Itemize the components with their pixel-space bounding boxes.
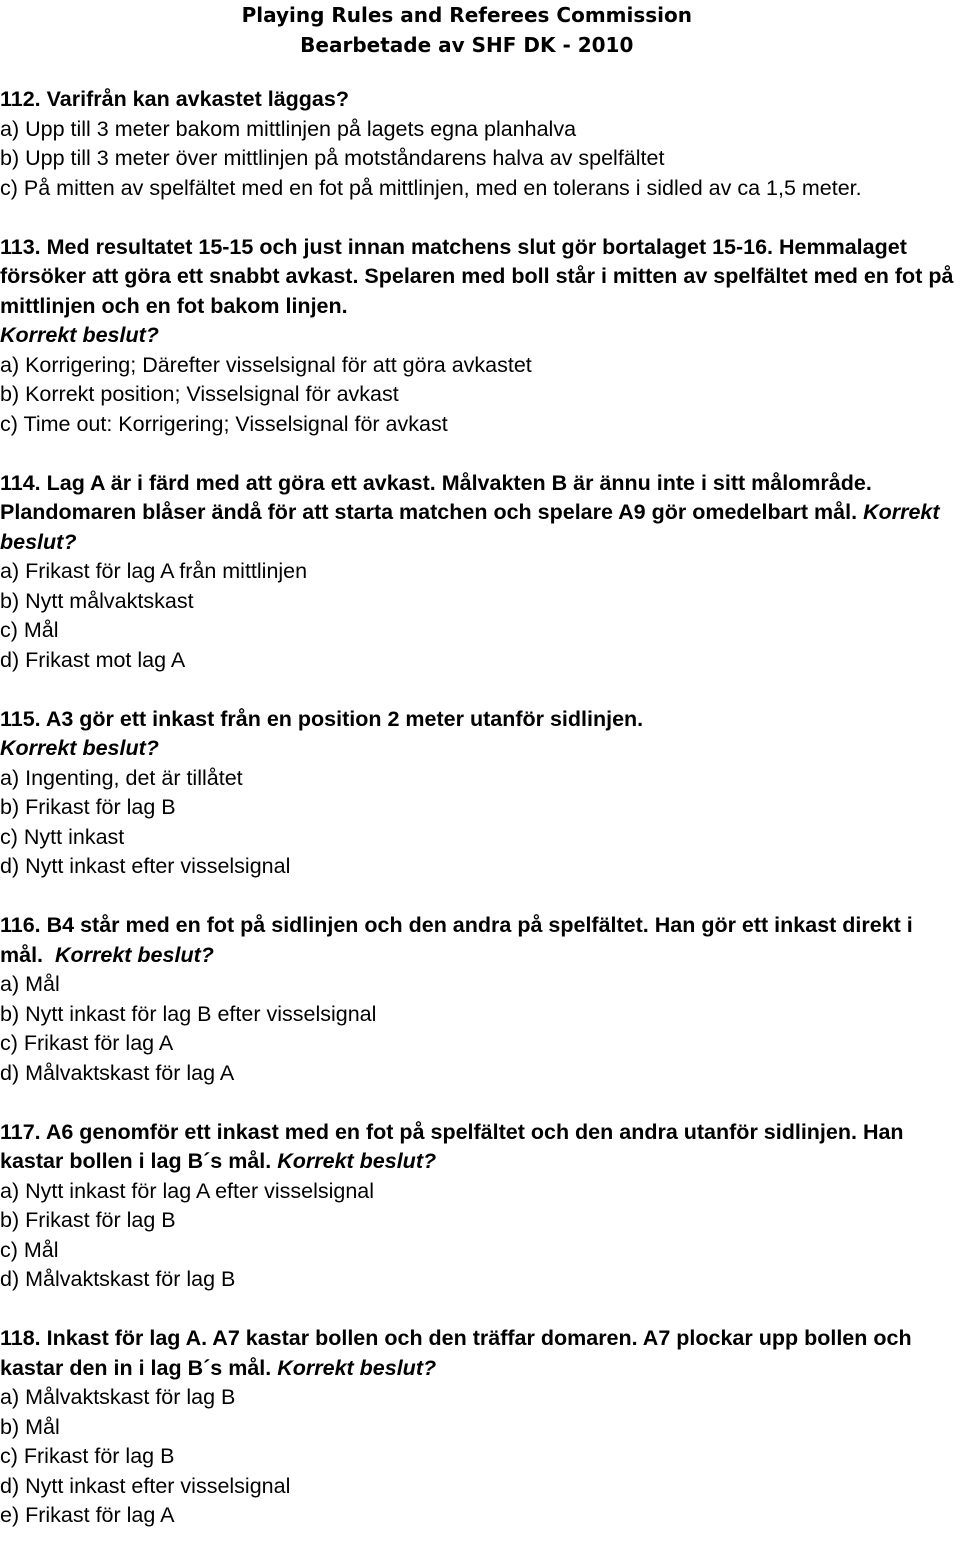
question-stem: 112. Varifrån kan avkastet läggas? [0, 87, 349, 111]
answer-option: b) Nytt målvaktskast [0, 588, 194, 613]
answer-option: c) Time out: Korrigering; Visselsignal för avkast [0, 411, 448, 436]
korrekt-beslut-prompt: Korrekt beslut? [0, 500, 940, 554]
answer-option: d) Målvaktskast för lag B [0, 1267, 236, 1291]
answer-option: d) Nytt inkast efter visselsignal [0, 1473, 291, 1498]
answer-option: b) Frikast för lag B [0, 1208, 176, 1232]
korrekt-beslut-prompt: Korrekt beslut? [277, 1149, 437, 1173]
answer-option: a) Ingenting, det är tillåtet [0, 765, 243, 790]
answer-option: e) Frikast för lag A [0, 1503, 175, 1527]
korrekt-beslut-prompt: Korrekt beslut? [54, 942, 214, 967]
korrekt-beslut-prompt: Korrekt beslut? [0, 736, 159, 760]
answer-option: c) Frikast för lag B [0, 1444, 175, 1468]
answer-option: c) Mål [0, 618, 59, 642]
korrekt-beslut-prompt: Korrekt beslut? [277, 1355, 437, 1380]
question-118 [0, 1324, 960, 1531]
korrekt-beslut-prompt: Korrekt beslut? [0, 323, 159, 347]
question-113 [0, 233, 960, 440]
answer-option: c) På mitten av spelfältet med en fot på mittlinjen, med en tolerans i sidled av ca 1,5 meter. [0, 175, 862, 200]
answer-option: d) Frikast mot lag A [0, 647, 186, 672]
answer-option: a) Upp till 3 meter bakom mittlinjen på lagets egna planhalva [0, 116, 577, 141]
answer-option: b) Upp till 3 meter över mittlinjen på motståndarens halva av spelfältet [0, 146, 665, 170]
question-117 [0, 1118, 960, 1295]
answer-option: a) Mål [0, 972, 60, 996]
answer-option: c) Nytt inkast [0, 824, 125, 849]
question-115 [0, 705, 960, 882]
answer-option: d) Målvaktskast för lag A [0, 1060, 235, 1085]
question-stem: 113. Med resultatet 15-15 och just innan matchens slut gör bortalaget 15-16. Hemmalaget försöker att göra ett snabbt avkast. Spelaren med boll står i mitten av spelfältet med en fot på mittlinjen och en fot bakom linjen. Korrekt beslut? [0, 233, 960, 351]
header-commission: Playing Rules and Referees Commission [241, 3, 692, 27]
answer-option: a) Målvaktskast för lag B [0, 1385, 236, 1409]
question-112 [0, 85, 960, 203]
question-stem: 115. A3 gör ett inkast från en position 2 meter utanför sidlinjen. Korrekt beslut? [0, 705, 960, 764]
page-header [242, 0, 692, 60]
question-114 [0, 469, 960, 676]
answer-option: c) Frikast för lag A [0, 1031, 174, 1055]
question-stem: 117. A6 genomför ett inkast med en fot på spelfältet och den andra utanför sidlinjen. Han kastar bollen i lag B´s mål. Korrekt beslut? [0, 1119, 904, 1173]
answer-option: b) Nytt inkast för lag B efter visselsignal [0, 1001, 377, 1026]
answer-option: d) Nytt inkast efter visselsignal [0, 854, 291, 878]
answer-option: b) Mål [0, 1414, 60, 1439]
answer-option: a) Nytt inkast för lag A efter visselsignal [0, 1178, 375, 1203]
header-edited-by: Bearbetade av SHF DK - 2010 [300, 33, 634, 57]
answer-option: b) Frikast för lag B [0, 795, 176, 819]
answer-option: a) Frikast för lag A från mittlinjen [0, 559, 308, 583]
question-stem: 114. Lag A är i färd med att göra ett avkast. Målvakten B är ännu inte i sitt målområde. Plandomaren blåser ändå för att starta matchen och spelare A9 gör omedelbart mål. Korrekt beslut? [0, 470, 940, 554]
answer-option: a) Korrigering; Därefter visselsignal för att göra avkastet [0, 352, 532, 377]
question-116 [0, 911, 960, 1088]
question-stem: 118. Inkast för lag A. A7 kastar bollen och den träffar domaren. A7 plockar upp bollen och kastar den in i lag B´s mål. Korrekt beslut? [0, 1326, 912, 1380]
question-stem: 116. B4 står med en fot på sidlinjen och den andra på spelfältet. Han gör ett inkast direkt i mål. Korrekt beslut? [0, 913, 913, 967]
answer-option: c) Mål [0, 1237, 59, 1262]
answer-option: b) Korrekt position; Visselsignal för avkast [0, 382, 399, 406]
question-list [0, 85, 960, 1560]
